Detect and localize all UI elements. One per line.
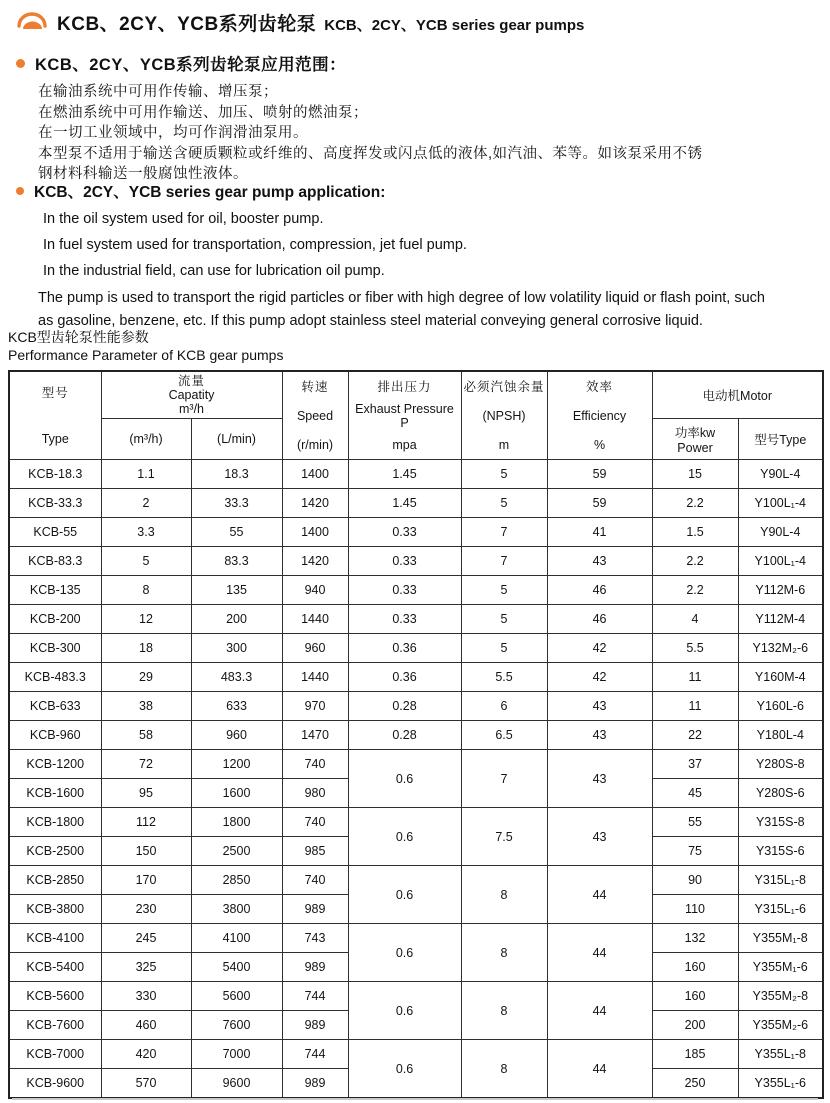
cell-npsh: 8 — [461, 982, 547, 1040]
table-row — [9, 1040, 823, 1069]
cell-capacity-m3h: 3.3 — [101, 518, 191, 547]
cell-speed: 744 — [282, 1040, 348, 1069]
col-header-efficiency-en: Efficiency — [572, 408, 627, 423]
cell-capacity-lmin: 55 — [191, 518, 282, 547]
cell-speed: 744 — [282, 982, 348, 1011]
cell-pressure: 0.33 — [348, 576, 461, 605]
cell-speed: 1400 — [282, 460, 348, 489]
cell-motor-power: 185 — [652, 1040, 738, 1069]
cell-model: KCB-1800 — [9, 808, 101, 837]
cell-capacity-m3h: 460 — [101, 1011, 191, 1040]
cell-model: KCB-83.3 — [9, 547, 101, 576]
cell-pressure: 0.6 — [348, 924, 461, 982]
cell-capacity-lmin: 7000 — [191, 1040, 282, 1069]
cell-capacity-m3h: 5 — [101, 547, 191, 576]
table-caption-en: Performance Parameter of KCB gear pumps — [8, 347, 284, 363]
cell-efficiency: 59 — [547, 460, 652, 489]
page-title-cn: KCB、2CY、YCB系列齿轮泵 — [57, 13, 317, 35]
cell-efficiency: 42 — [547, 663, 652, 692]
col-header-speed-unit: (r/min) — [296, 437, 334, 452]
performance-table — [8, 370, 824, 1099]
col-header-motor-type: 型号Type — [738, 419, 823, 460]
cell-model: KCB-3800 — [9, 895, 101, 924]
cell-capacity-lmin: 9600 — [191, 1069, 282, 1099]
cell-capacity-lmin: 5600 — [191, 982, 282, 1011]
cell-capacity-lmin: 1800 — [191, 808, 282, 837]
col-header-capacity-lmin: (L/min) — [191, 419, 282, 460]
cell-motor-power: 160 — [652, 982, 738, 1011]
cell-model: KCB-1600 — [9, 779, 101, 808]
cell-speed: 743 — [282, 924, 348, 953]
cell-speed: 970 — [282, 692, 348, 721]
table-row — [9, 721, 823, 750]
cell-capacity-m3h: 29 — [101, 663, 191, 692]
cell-efficiency: 44 — [547, 1040, 652, 1099]
cell-capacity-lmin: 1600 — [191, 779, 282, 808]
application-line-cn: 本型泵不适用于输送含硬质颗粒或纤维的、高度挥发或闪点低的液体,如汽油、苯等。如该泵采用不锈 — [38, 145, 703, 162]
page-header — [13, 8, 584, 36]
cell-capacity-m3h: 95 — [101, 779, 191, 808]
cell-model: KCB-135 — [9, 576, 101, 605]
cell-model: KCB-483.3 — [9, 663, 101, 692]
cell-model: KCB-300 — [9, 634, 101, 663]
cell-capacity-m3h: 420 — [101, 1040, 191, 1069]
orange-dot-bullet-icon — [16, 59, 25, 68]
page-title-en: KCB、2CY、YCB series gear pumps — [324, 16, 585, 34]
cell-pressure: 0.6 — [348, 1040, 461, 1099]
cell-speed: 985 — [282, 837, 348, 866]
cell-motor-type: Y132M₂-6 — [738, 634, 823, 663]
cell-model: KCB-1200 — [9, 750, 101, 779]
cell-motor-power: 200 — [652, 1011, 738, 1040]
cell-capacity-lmin: 33.3 — [191, 489, 282, 518]
cell-capacity-lmin: 633 — [191, 692, 282, 721]
col-header-pressure-unit: mpa — [392, 437, 417, 452]
cell-speed: 1420 — [282, 547, 348, 576]
cell-motor-power: 15 — [652, 460, 738, 489]
col-header-npsh-en: (NPSH) — [482, 408, 526, 423]
cell-capacity-m3h: 8 — [101, 576, 191, 605]
cell-motor-type: Y315S-8 — [738, 808, 823, 837]
cell-speed: 940 — [282, 576, 348, 605]
table-row — [9, 924, 823, 953]
cell-efficiency: 43 — [547, 808, 652, 866]
orange-dot-bullet-icon — [16, 187, 24, 195]
cell-speed: 980 — [282, 779, 348, 808]
col-header-capacity — [101, 371, 282, 419]
cell-motor-power: 4 — [652, 605, 738, 634]
col-header-capacity-m3h: (m³/h) — [101, 419, 191, 460]
cell-capacity-m3h: 245 — [101, 924, 191, 953]
col-header-pressure-en: Exhaust Pressure P — [355, 401, 454, 430]
cell-pressure: 1.45 — [348, 460, 461, 489]
col-header-efficiency-cn: 效率 — [586, 379, 614, 394]
col-header-capacity-cn: 流量 — [178, 374, 206, 388]
cell-motor-type: Y280S-6 — [738, 779, 823, 808]
cell-efficiency: 42 — [547, 634, 652, 663]
cell-motor-type: Y90L-4 — [738, 518, 823, 547]
col-header-model — [9, 371, 101, 460]
application-heading-cn-text: KCB、2CY、YCB系列齿轮泵应用范围： — [35, 56, 347, 74]
col-header-model-cn: 型号 — [41, 385, 69, 400]
col-header-capacity-en: Capatity — [168, 388, 215, 402]
cell-capacity-m3h: 325 — [101, 953, 191, 982]
cell-model: KCB-5600 — [9, 982, 101, 1011]
application-lines-cn — [38, 82, 816, 185]
cell-speed: 740 — [282, 808, 348, 837]
cell-motor-power: 75 — [652, 837, 738, 866]
col-header-efficiency-unit: % — [593, 437, 606, 452]
table-row — [9, 460, 823, 489]
cell-pressure: 0.33 — [348, 605, 461, 634]
cell-motor-power: 110 — [652, 895, 738, 924]
cell-speed: 960 — [282, 634, 348, 663]
col-header-motor-power-en: Power — [677, 441, 713, 455]
cell-pressure: 0.6 — [348, 866, 461, 924]
cell-pressure: 0.6 — [348, 808, 461, 866]
application-line-cn: 在输油系统中可用作传输、增压泵； — [38, 84, 278, 100]
cell-capacity-m3h: 230 — [101, 895, 191, 924]
application-line-en: In the industrial field, can use for lubrication oil pump. — [43, 263, 385, 279]
application-paragraph-en: The pump is used to transport the rigid particles or fiber with high degree of low volatility liquid or flash point, such as gasoline, benzene, etc. If this pump adopt stainless steel material conveying general corrosive liquid. — [38, 290, 765, 329]
cell-npsh: 8 — [461, 866, 547, 924]
application-heading-en — [16, 180, 816, 202]
cell-npsh: 7 — [461, 547, 547, 576]
cell-npsh: 7 — [461, 750, 547, 808]
col-header-pressure-cn: 排出压力 — [377, 379, 432, 394]
cell-capacity-lmin: 200 — [191, 605, 282, 634]
col-header-npsh — [461, 371, 547, 460]
performance-table-body — [9, 460, 823, 1099]
cell-model: KCB-5400 — [9, 953, 101, 982]
cell-model: KCB-33.3 — [9, 489, 101, 518]
cell-pressure: 0.36 — [348, 634, 461, 663]
col-header-speed — [282, 371, 348, 460]
cell-efficiency: 43 — [547, 547, 652, 576]
cell-motor-type: Y355L₁-8 — [738, 1040, 823, 1069]
cell-model: KCB-4100 — [9, 924, 101, 953]
cell-capacity-m3h: 112 — [101, 808, 191, 837]
cell-motor-power: 132 — [652, 924, 738, 953]
cell-motor-power: 11 — [652, 692, 738, 721]
cell-capacity-lmin: 5400 — [191, 953, 282, 982]
cell-speed: 1420 — [282, 489, 348, 518]
cell-motor-power: 22 — [652, 721, 738, 750]
cell-npsh: 5 — [461, 460, 547, 489]
cell-speed: 1440 — [282, 663, 348, 692]
cell-model: KCB-200 — [9, 605, 101, 634]
col-header-capacity-unit: m³/h — [179, 402, 204, 416]
cell-efficiency: 43 — [547, 692, 652, 721]
cell-motor-type: Y280S-8 — [738, 750, 823, 779]
cell-efficiency: 59 — [547, 489, 652, 518]
cell-efficiency: 41 — [547, 518, 652, 547]
cell-capacity-m3h: 170 — [101, 866, 191, 895]
cell-motor-type: Y315S-6 — [738, 837, 823, 866]
cell-pressure: 0.33 — [348, 518, 461, 547]
application-heading-en-text: KCB、2CY、YCB series gear pump application: — [34, 184, 386, 201]
cell-capacity-m3h: 12 — [101, 605, 191, 634]
cell-motor-type: Y112M-6 — [738, 576, 823, 605]
cell-motor-type: Y90L-4 — [738, 460, 823, 489]
application-line-cn: 在一切工业领域中，均可作润滑油泵用。 — [38, 125, 308, 141]
cell-model: KCB-18.3 — [9, 460, 101, 489]
cell-efficiency: 46 — [547, 605, 652, 634]
col-header-efficiency — [547, 371, 652, 460]
cell-motor-type: Y315L₁-8 — [738, 866, 823, 895]
cell-model: KCB-2850 — [9, 866, 101, 895]
application-section-cn — [16, 51, 816, 185]
table-header — [9, 371, 823, 460]
cell-motor-type: Y160M-4 — [738, 663, 823, 692]
cell-speed: 1440 — [282, 605, 348, 634]
application-line-en: In fuel system used for transportation, compression, jet fuel pump. — [43, 237, 467, 253]
col-header-speed-en: Speed — [296, 408, 334, 423]
cell-motor-type: Y100L₁-4 — [738, 489, 823, 518]
cell-pressure: 0.6 — [348, 750, 461, 808]
cell-speed: 989 — [282, 895, 348, 924]
table-caption-cn: KCB型齿轮泵性能参数 — [8, 329, 149, 345]
cell-speed: 989 — [282, 953, 348, 982]
page-title — [57, 9, 584, 36]
cell-capacity-lmin: 135 — [191, 576, 282, 605]
cell-model: KCB-633 — [9, 692, 101, 721]
cell-capacity-lmin: 1200 — [191, 750, 282, 779]
cell-pressure: 1.45 — [348, 489, 461, 518]
cell-npsh: 5 — [461, 634, 547, 663]
cell-model: KCB-9600 — [9, 1069, 101, 1099]
cell-capacity-lmin: 18.3 — [191, 460, 282, 489]
cell-capacity-lmin: 3800 — [191, 895, 282, 924]
cell-motor-power: 90 — [652, 866, 738, 895]
table-captions — [8, 328, 283, 364]
cell-motor-power: 250 — [652, 1069, 738, 1099]
cell-motor-power: 2.2 — [652, 489, 738, 518]
cell-motor-power: 5.5 — [652, 634, 738, 663]
cell-motor-power: 2.2 — [652, 547, 738, 576]
cell-efficiency: 44 — [547, 866, 652, 924]
cell-model: KCB-7600 — [9, 1011, 101, 1040]
table-row — [9, 576, 823, 605]
cell-model: KCB-7000 — [9, 1040, 101, 1069]
cell-capacity-lmin: 960 — [191, 721, 282, 750]
cell-npsh: 6 — [461, 692, 547, 721]
cell-capacity-lmin: 2850 — [191, 866, 282, 895]
cell-npsh: 5 — [461, 489, 547, 518]
cell-capacity-lmin: 7600 — [191, 1011, 282, 1040]
cell-capacity-m3h: 330 — [101, 982, 191, 1011]
cell-pressure: 0.6 — [348, 982, 461, 1040]
cell-efficiency: 44 — [547, 924, 652, 982]
cell-speed: 1400 — [282, 518, 348, 547]
col-header-npsh-unit: m — [498, 437, 510, 452]
cell-motor-type: Y160L-6 — [738, 692, 823, 721]
cell-model: KCB-2500 — [9, 837, 101, 866]
application-line-cn: 在燃油系统中可用作输送、加压、喷射的燃油泵； — [38, 104, 368, 121]
table-row — [9, 808, 823, 837]
cell-capacity-m3h: 72 — [101, 750, 191, 779]
table-row — [9, 692, 823, 721]
cell-capacity-m3h: 150 — [101, 837, 191, 866]
cell-capacity-lmin: 2500 — [191, 837, 282, 866]
col-header-motor-power-cn: 功率kw — [674, 426, 716, 440]
cell-npsh: 7 — [461, 518, 547, 547]
cell-speed: 989 — [282, 1069, 348, 1099]
table-row — [9, 634, 823, 663]
cell-npsh: 5 — [461, 576, 547, 605]
cell-npsh: 8 — [461, 1040, 547, 1099]
cell-motor-type: Y355M₂-6 — [738, 1011, 823, 1040]
cell-capacity-m3h: 58 — [101, 721, 191, 750]
cell-motor-type: Y112M-4 — [738, 605, 823, 634]
cell-motor-type: Y355M₂-8 — [738, 982, 823, 1011]
cell-efficiency: 44 — [547, 982, 652, 1040]
cell-efficiency: 46 — [547, 576, 652, 605]
cell-motor-type: Y355M₁-8 — [738, 924, 823, 953]
table-row — [9, 982, 823, 1011]
cell-npsh: 6.5 — [461, 721, 547, 750]
application-section-en — [16, 180, 816, 333]
cell-speed: 1470 — [282, 721, 348, 750]
cell-npsh: 8 — [461, 924, 547, 982]
cell-capacity-m3h: 570 — [101, 1069, 191, 1099]
cell-pressure: 0.28 — [348, 721, 461, 750]
application-heading-cn — [16, 51, 816, 75]
cell-motor-power: 45 — [652, 779, 738, 808]
cell-motor-type: Y180L-4 — [738, 721, 823, 750]
cell-efficiency: 43 — [547, 721, 652, 750]
page-bottom-shadow — [12, 1098, 818, 1100]
cell-motor-type: Y315L₁-6 — [738, 895, 823, 924]
application-line-en: In the oil system used for oil, booster pump. — [43, 211, 324, 227]
cell-speed: 740 — [282, 866, 348, 895]
col-header-model-en: Type — [41, 431, 69, 446]
cell-motor-power: 2.2 — [652, 576, 738, 605]
application-line-cn: 钢材料科输送一般腐蚀性液体。 — [38, 166, 248, 182]
cell-npsh: 5 — [461, 605, 547, 634]
table-row — [9, 547, 823, 576]
cell-capacity-lmin: 83.3 — [191, 547, 282, 576]
cell-model: KCB-960 — [9, 721, 101, 750]
table-row — [9, 518, 823, 547]
col-header-npsh-cn: 必须汽蚀余量 — [463, 379, 545, 394]
cell-capacity-m3h: 18 — [101, 634, 191, 663]
cell-motor-power: 1.5 — [652, 518, 738, 547]
cell-pressure: 0.28 — [348, 692, 461, 721]
cell-capacity-m3h: 2 — [101, 489, 191, 518]
cell-motor-power: 160 — [652, 953, 738, 982]
table-row — [9, 866, 823, 895]
table-row — [9, 663, 823, 692]
cell-capacity-lmin: 483.3 — [191, 663, 282, 692]
cell-efficiency: 43 — [547, 750, 652, 808]
cell-npsh: 7.5 — [461, 808, 547, 866]
cell-motor-type: Y355M₁-6 — [738, 953, 823, 982]
cell-pressure: 0.36 — [348, 663, 461, 692]
col-header-pressure — [348, 371, 461, 460]
cell-npsh: 5.5 — [461, 663, 547, 692]
cell-speed: 989 — [282, 1011, 348, 1040]
cell-capacity-lmin: 4100 — [191, 924, 282, 953]
col-header-motor-power — [652, 419, 738, 460]
cell-motor-power: 55 — [652, 808, 738, 837]
cell-model: KCB-55 — [9, 518, 101, 547]
cell-capacity-lmin: 300 — [191, 634, 282, 663]
col-header-motor: 电动机Motor — [652, 371, 823, 419]
col-header-speed-cn: 转速 — [301, 379, 329, 394]
cell-capacity-m3h: 38 — [101, 692, 191, 721]
cell-capacity-m3h: 1.1 — [101, 460, 191, 489]
pump-arc-logo-icon — [13, 8, 51, 36]
cell-speed: 740 — [282, 750, 348, 779]
cell-motor-power: 37 — [652, 750, 738, 779]
table-row — [9, 489, 823, 518]
table-row — [9, 750, 823, 779]
cell-motor-power: 11 — [652, 663, 738, 692]
cell-motor-type: Y355L₁-6 — [738, 1069, 823, 1099]
cell-pressure: 0.33 — [348, 547, 461, 576]
cell-motor-type: Y100L₁-4 — [738, 547, 823, 576]
table-row — [9, 605, 823, 634]
application-lines-en — [43, 206, 816, 284]
